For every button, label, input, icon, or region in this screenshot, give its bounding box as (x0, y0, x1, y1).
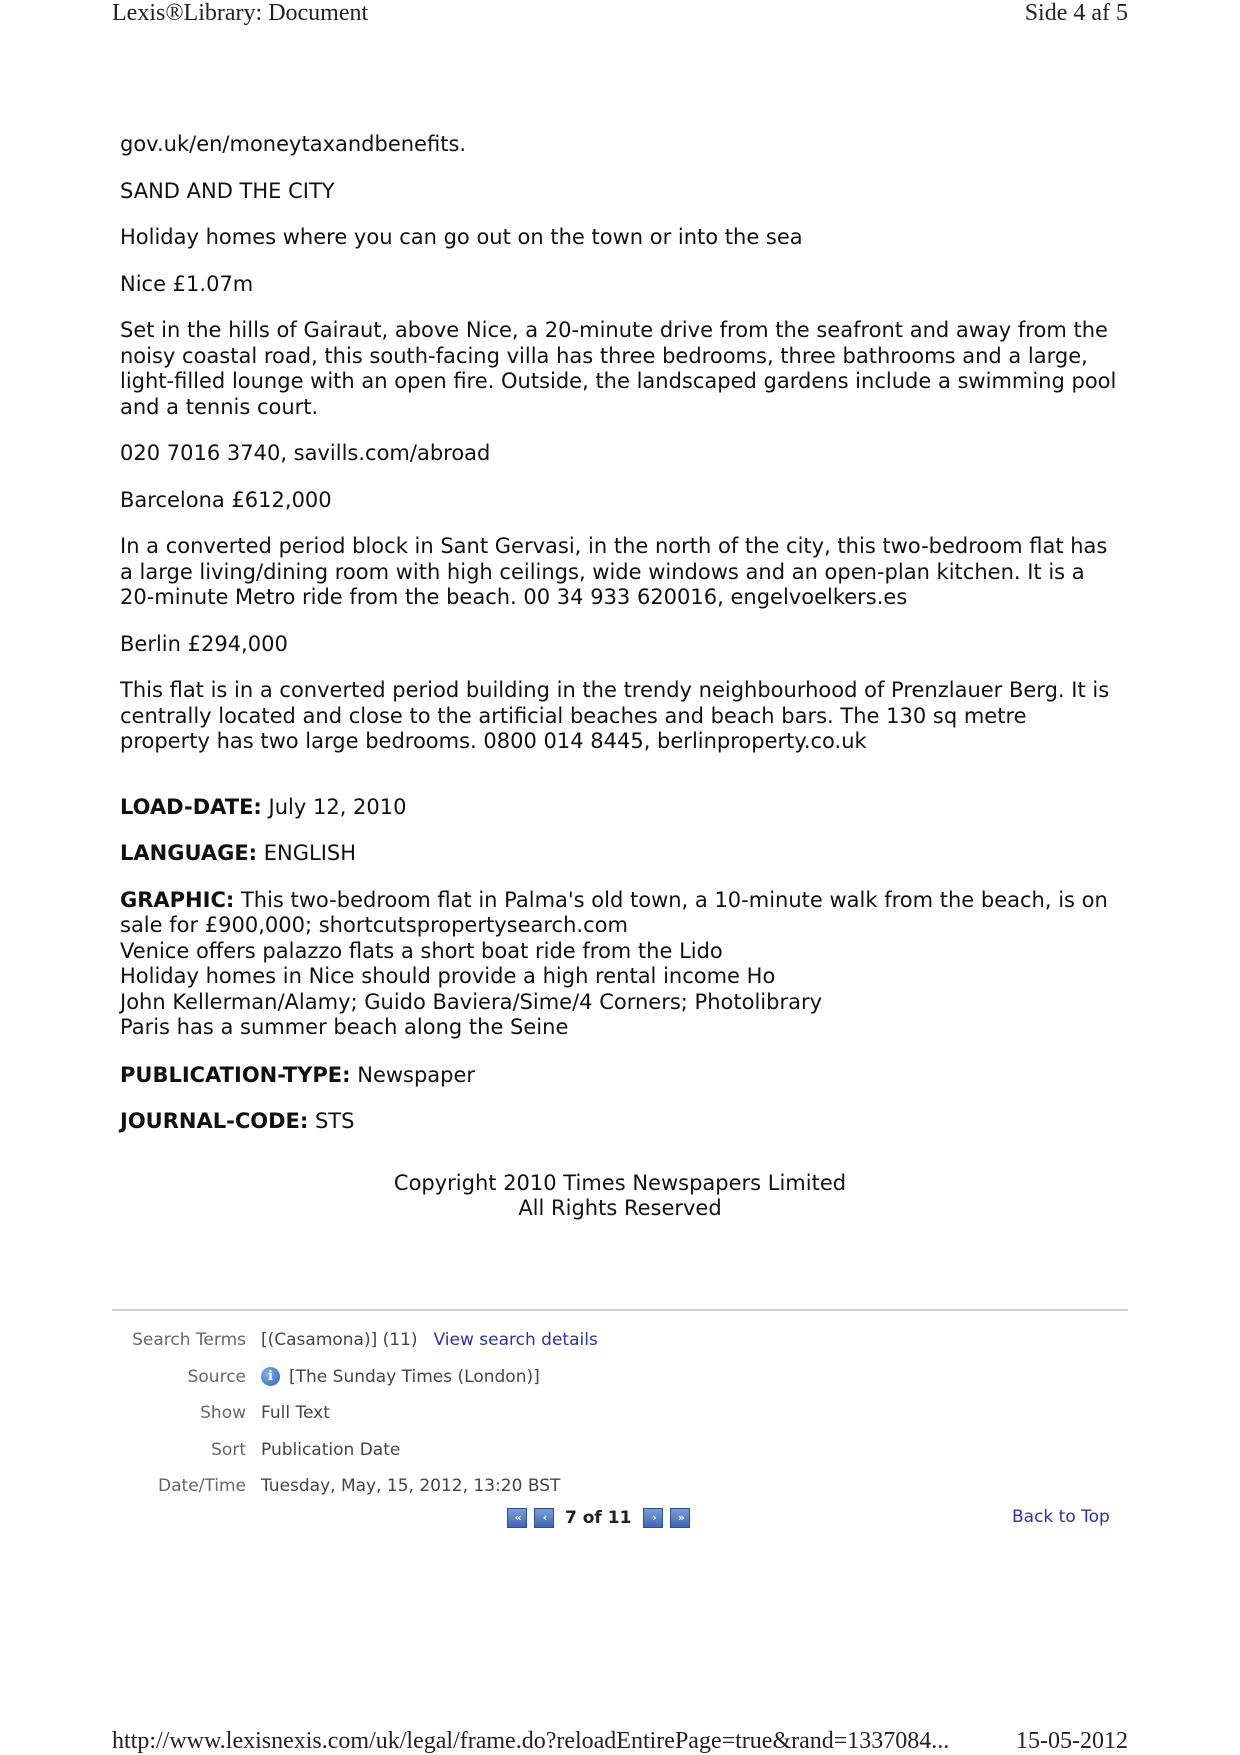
listing-title-nice: Nice £1.07m (120, 271, 254, 296)
search-terms-value: [(Casamona)] (11) (261, 1330, 418, 1351)
listing-title-berlin: Berlin £294,000 (120, 631, 288, 656)
print-header-title: Lexis®Library: Document (112, 0, 369, 26)
graphic-credits: John Kellerman/Alamy; Guido Baviera/Sime/4 Corners; Photolibrary (120, 989, 823, 1014)
print-footer (112, 1728, 1128, 1755)
search-terms-row (112, 1322, 1128, 1359)
graphic-caption: Holiday homes in Nice should provide a high rental income Ho (120, 964, 776, 988)
datetime-row (112, 1468, 1128, 1505)
print-header (112, 0, 1128, 27)
listing-description-barcelona: In a converted period block in Sant Gervasi, in the north of the city, this two-bedroom flat has a large living/dining room with high ceilings, wide windows and an open-plan kitchen. It is a 20-minute Metro ride from the beach. 00 34 933 620016, engelvoelkers.es (120, 534, 1108, 609)
print-footer-url: http://www.lexisnexis.com/uk/legal/frame.do?reloadEntirePage=true&rand=1337084... (112, 1728, 950, 1754)
previous-document-icon[interactable]: ‹ (534, 1508, 554, 1528)
last-document-icon[interactable]: » (670, 1508, 690, 1528)
sort-value: Publication Date (261, 1439, 401, 1460)
copyright-notice (120, 1171, 1120, 1222)
journal-code (120, 1109, 1120, 1135)
info-icon[interactable]: i (261, 1367, 280, 1386)
publication-type-value: Newspaper (357, 1062, 476, 1087)
print-footer-date: 15-05-2012 (1016, 1728, 1128, 1754)
document-pager (507, 1508, 697, 1528)
show-value: Full Text (261, 1403, 330, 1424)
listing-description-nice: Set in the hills of Gairaut, above Nice, a 20-minute drive from the seafront and away from the noisy coastal road, this south-facing villa has three bedrooms, three bathrooms and a large, light-filled lounge with an open fire. Outside, the landscaped gardens include a swimming pool and a tennis court. (120, 318, 1117, 419)
search-terms-label: Search Terms (132, 1330, 246, 1351)
article-paragraph: gov.uk/en/moneytaxandbenefits. (120, 132, 467, 156)
rights-line: All Rights Reserved (518, 1196, 722, 1220)
divider (112, 1309, 1128, 1311)
publication-type-label: PUBLICATION-TYPE: (120, 1062, 351, 1087)
print-page-number: Side 4 af 5 (1024, 0, 1128, 26)
language (120, 841, 1120, 867)
language-label: LANGUAGE: (120, 841, 258, 865)
first-document-icon[interactable]: « (507, 1508, 527, 1528)
journal-code-value: STS (314, 1109, 355, 1133)
listing-contact-nice: 020 7016 3740, savills.com/abroad (120, 441, 491, 465)
graphic-first-line (120, 888, 1120, 939)
load-date-value: July 12, 2010 (268, 794, 407, 819)
source-row (112, 1359, 1128, 1396)
show-label: Show (200, 1403, 246, 1424)
show-row (112, 1395, 1128, 1432)
load-date-label: LOAD-DATE: (120, 794, 262, 819)
search-details (112, 1322, 1128, 1505)
next-document-icon[interactable]: › (643, 1508, 663, 1528)
search-terms-value-group (261, 1330, 598, 1350)
datetime-label: Date/Time (158, 1476, 246, 1497)
listing-description-berlin: This flat is in a converted period building in the trendy neighbourhood of Prenzlauer Berg. It is centrally located and close to the artificial beaches and beach bars. The 130 sq metre property has two large bedrooms. 0800 014 8445, berlinproperty.co.uk (120, 678, 1110, 753)
graphic-caption: Venice offers palazzo flats a short boat ride from the Lido (120, 938, 723, 963)
journal-code-label: JOURNAL-CODE: (120, 1109, 309, 1133)
listing-title-barcelona: Barcelona £612,000 (120, 487, 332, 512)
source-value-group (261, 1367, 540, 1387)
copyright-line: Copyright 2010 Times Newspapers Limited (393, 1170, 847, 1195)
graphic-label: GRAPHIC: (120, 887, 235, 912)
source-label: Source (187, 1366, 246, 1387)
graphic-caption: This two-bedroom flat in Palma's old town, a 10-minute walk from the beach, is on sale for £900,000; shortcutspropertysearch.com (120, 887, 1108, 937)
sort-row (112, 1432, 1128, 1469)
graphic-caption: Paris has a summer beach along the Seine (120, 1015, 569, 1039)
document-body (120, 132, 1120, 1222)
datetime-value: Tuesday, May, 15, 2012, 13:20 BST (261, 1476, 561, 1497)
article-subheading: Holiday homes where you can go out on the town or into the sea (120, 225, 803, 249)
sort-label: Sort (211, 1439, 246, 1460)
graphic-captions (120, 888, 1120, 1041)
back-to-top-link[interactable]: Back to Top (1012, 1507, 1110, 1527)
language-value: ENGLISH (263, 841, 357, 865)
load-date (120, 795, 1120, 821)
source-value: [The Sunday Times (London)] (289, 1366, 540, 1387)
publication-type (120, 1063, 1120, 1089)
view-search-details-link[interactable]: View search details (433, 1330, 598, 1351)
article-heading: SAND AND THE CITY (120, 178, 335, 203)
document-position: 7 of 11 (565, 1508, 632, 1528)
